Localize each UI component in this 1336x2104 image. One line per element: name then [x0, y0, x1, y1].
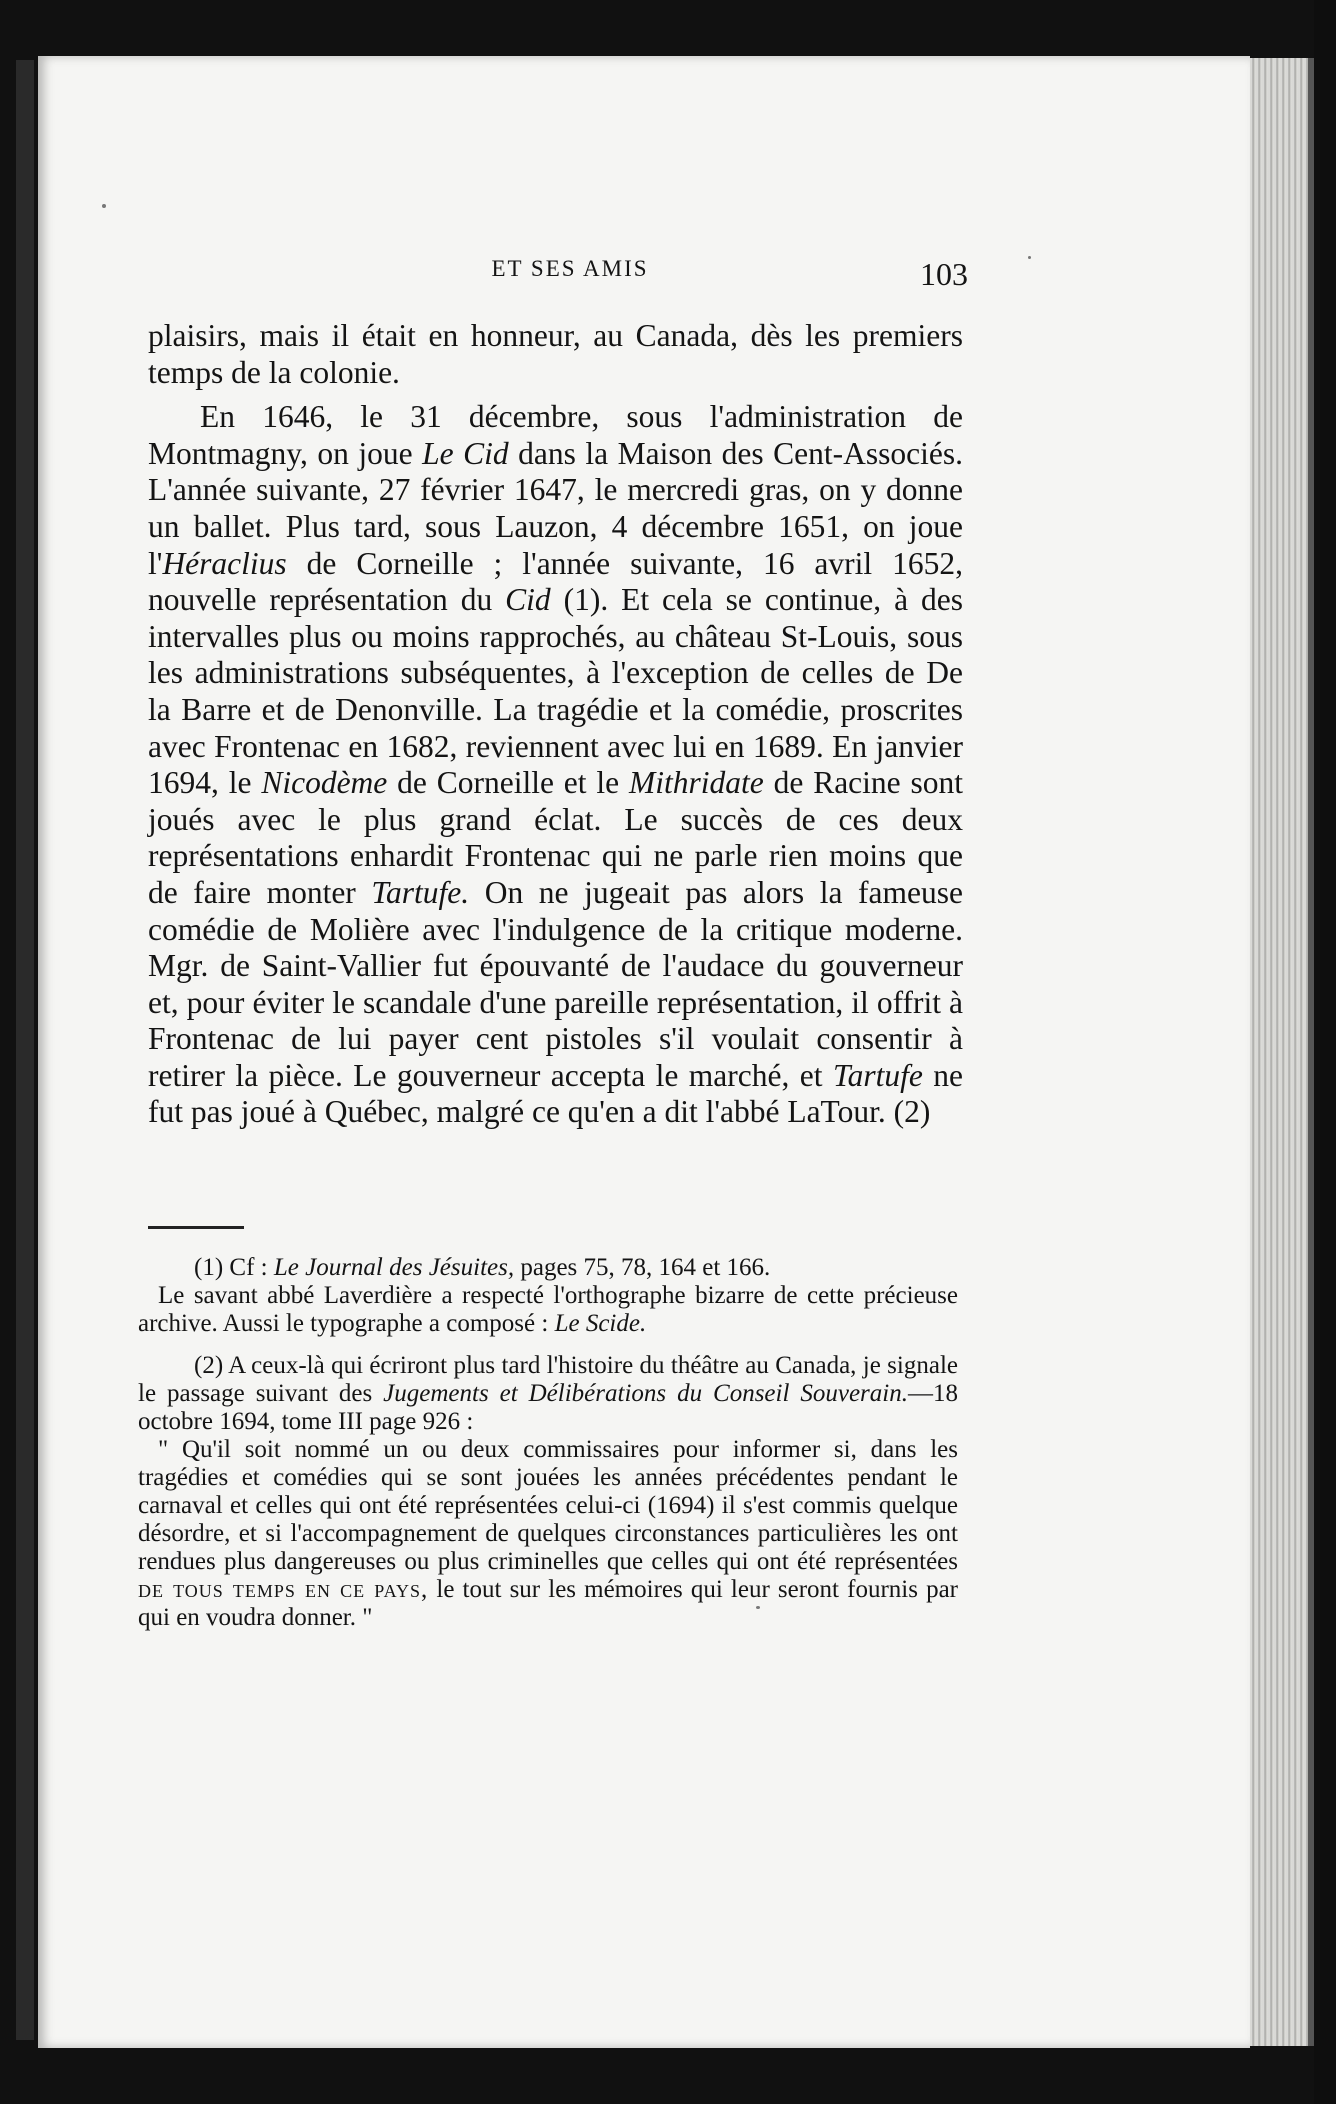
- footnote-2: [138, 1352, 958, 1436]
- text-run: ne fut pas joué à Québec, malgré ce qu'en a dit l'abbé LaTour. (2): [148, 1057, 964, 1130]
- title-jugements: Jugements et Délibérations du Conseil Souverain.: [383, 1380, 908, 1407]
- text-run: (1). Et cela se continue, à des intervalles plus ou moins rapprochés, au château St-Louis, sous les administrations subséquentes, à l'exception de celles de De la Barre et de Denonville. La tragédie et la comédie, proscrites avec Frontenac en 1682, reviennent avec lui en 1689. En janvier 1694, le: [148, 582, 963, 801]
- paper-speck: [1028, 256, 1031, 259]
- text-run: (2) A ceux-là qui écriront plus tard l'histoire du théâtre au Canada, je signale le passage suivant des: [138, 1352, 958, 1407]
- footnote-1-note: [138, 1282, 958, 1338]
- paragraph: plaisirs, mais il était en honneur, au Canada, dès les premiers temps de la colonie.: [148, 318, 963, 390]
- text-run: (1) Cf :: [194, 1254, 274, 1281]
- title-le-cid: Le Cid: [422, 435, 509, 471]
- page-number: 103: [920, 256, 968, 292]
- title-journal-jesuites: Le Journal des Jésuites,: [273, 1254, 515, 1281]
- title-le-scide: Le Scide.: [554, 1310, 647, 1337]
- text-run: —18 octobre 1694, tome III page 926 :: [138, 1380, 958, 1435]
- text-run: En 1646, le 31 décembre, sous l'administration de Montmagny, on joue: [148, 399, 963, 471]
- footnote-2-quote: [138, 1436, 958, 1632]
- title-mithridate: Mithridate: [629, 765, 764, 801]
- text-run: " Qu'il soit nommé un ou deux commissaires pour informer si, dans les tragédies et comédies qui se sont jouées les années précédentes pendant le carnaval et celles qui ont été représentées celui-ci (1694) il s'est commis quelque désordre, et si l'accompagnement de quelques circonstances particulières les ont rendues plus dangereuses ou plus criminelles que celles qui ont été représentées: [138, 1436, 958, 1575]
- text-run: de Corneille ; l'année suivante, 16 avril 1652, nouvelle représentation du: [148, 545, 963, 618]
- main-text: [148, 318, 963, 1131]
- text-run: Le savant abbé Laverdière a respecté l'orthographe bizarre de cette précieuse archive. Aussi le typographe a composé :: [138, 1282, 958, 1337]
- text-run: de Corneille et le: [387, 765, 629, 801]
- text-run: pages 75, 78, 164 et 166.: [514, 1254, 771, 1281]
- scan-border: [1314, 0, 1336, 2104]
- small-caps-phrase: de tous temps en ce pays,: [138, 1576, 429, 1603]
- text-run: On ne jugeait pas alors la fameuse comédie de Molière avec l'indulgence de la critique moderne. Mgr. de Saint-Vallier fut épouvanté de l'audace du gouverneur et, pour éviter le scandale d'une pareille représentation, il offrit à Frontenac de lui payer cent pistoles s'il voulait consentir à retirer la pièce. Le gouverneur accepta le marché, et: [148, 874, 963, 1093]
- page-edges: [1250, 58, 1314, 2046]
- title-nicodeme: Nicodème: [261, 765, 388, 801]
- paper-speck: [102, 204, 106, 208]
- footnote-divider: [148, 1226, 244, 1229]
- title-cid: Cid: [505, 582, 551, 618]
- text-run: dans la Maison des Cent-Associés. L'année suivante, 27 février 1647, le mercredi gras, on y donne un ballet. Plus tard, sous Lauzon, 4 décembre 1651, on joue l': [148, 435, 963, 581]
- footnotes: [138, 1254, 958, 1632]
- title-heraclius: Héraclius: [162, 545, 287, 581]
- footnote-1: [138, 1254, 958, 1282]
- running-head: ET SES AMIS: [491, 256, 649, 281]
- book-spine: [16, 60, 34, 2040]
- title-tartufe: Tartufe: [832, 1057, 923, 1093]
- title-tartufe: Tartufe.: [371, 874, 470, 910]
- paragraph: [148, 399, 963, 1131]
- text-run: le tout sur les mémoires qui leur seront fournis par qui en voudra donner. ": [138, 1576, 958, 1631]
- text-run: de Racine sont joués avec le plus grand éclat. Le succès de ces deux représentations enhardit Frontenac qui ne parle rien moins que de faire monter: [148, 765, 964, 910]
